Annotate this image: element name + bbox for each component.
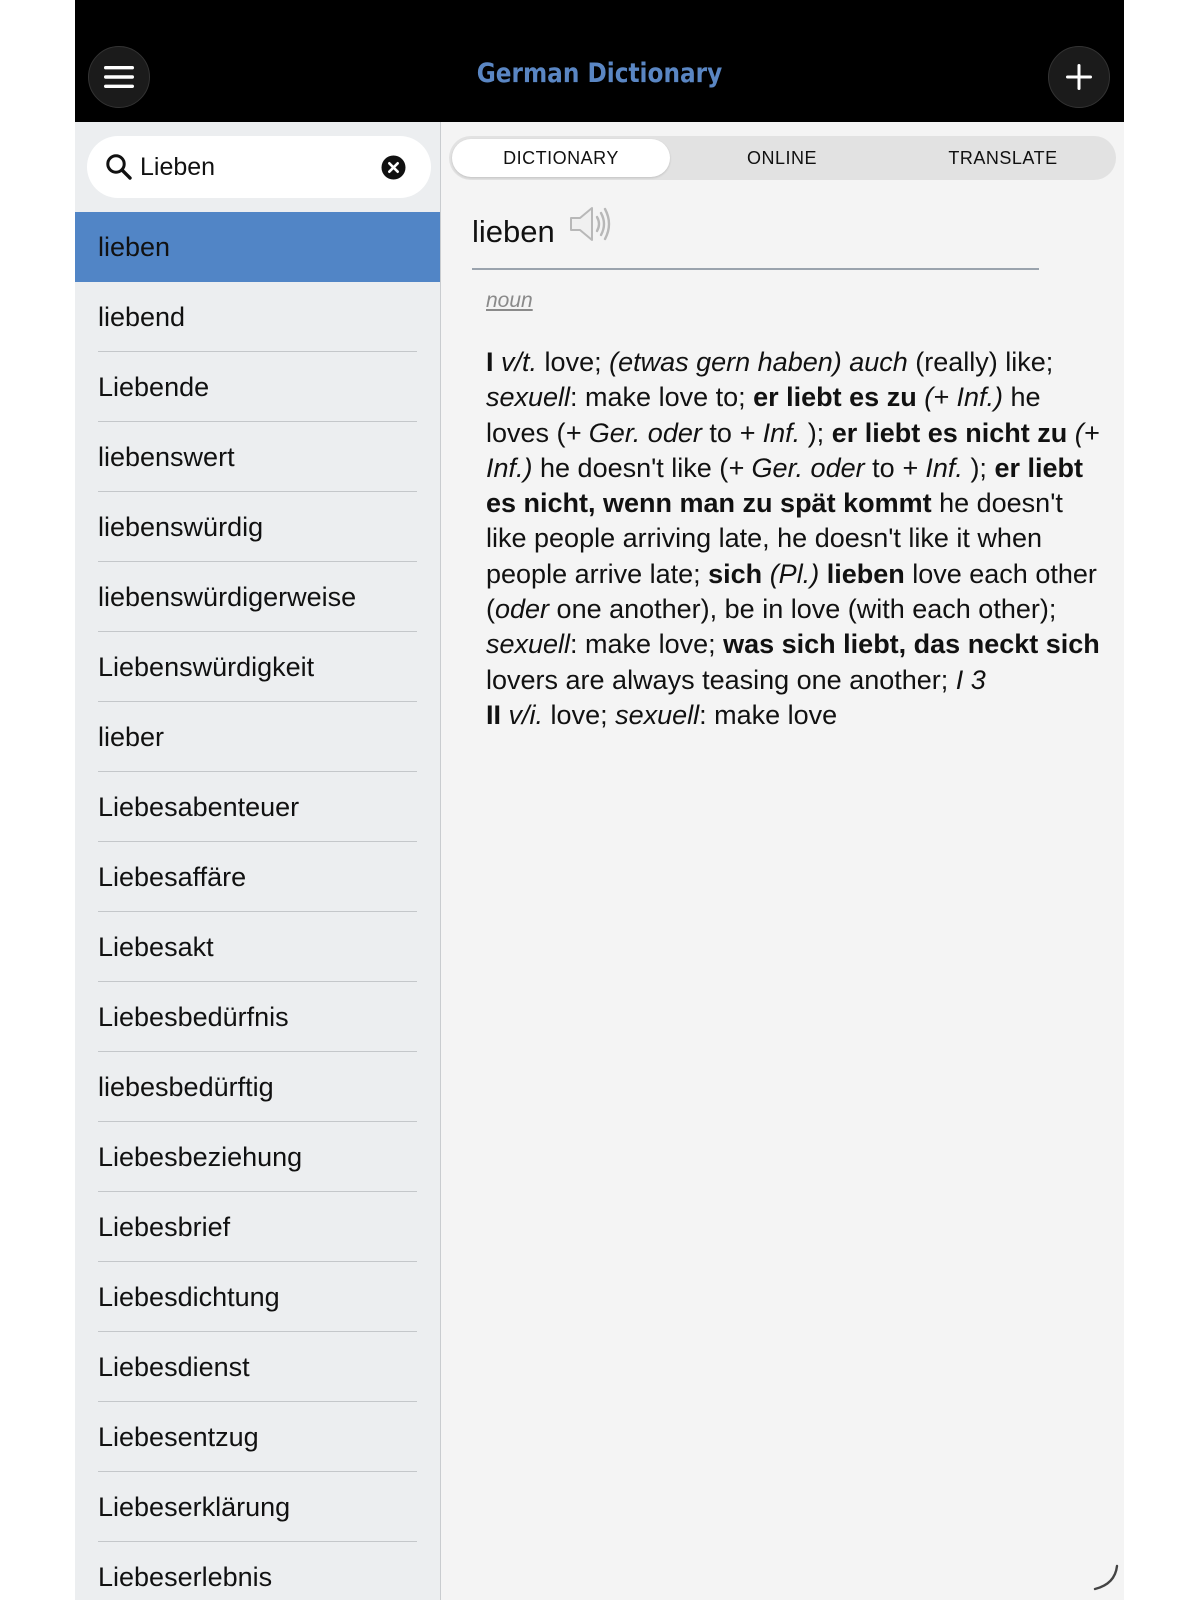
entry-headword: lieben: [472, 214, 555, 249]
definition-text: he doesn't like (: [532, 452, 729, 483]
search-icon: [105, 153, 132, 180]
clear-search-icon[interactable]: [381, 155, 406, 180]
word-list: [75, 212, 440, 1600]
list-item[interactable]: Liebeserlebnis: [75, 1542, 440, 1600]
definition-italic-text: (+ Inf.): [486, 417, 1100, 483]
definition-italic-text: sexuell: [486, 382, 571, 413]
loading-spinner-icon: [1091, 1562, 1121, 1592]
plus-icon: [1065, 63, 1093, 91]
definition-text: [1067, 418, 1075, 448]
speaker-icon[interactable]: [569, 204, 613, 244]
definition-text: : make love;: [570, 629, 724, 660]
definition-text: love each other (: [486, 558, 1097, 625]
list-item[interactable]: Liebesbrief: [75, 1192, 440, 1262]
menu-button[interactable]: [88, 46, 150, 108]
list-item[interactable]: Liebende: [75, 352, 440, 422]
definition-italic-text: sexuell: [486, 629, 571, 660]
definition-italic-text: I 3: [955, 664, 986, 695]
entry-definition: [486, 345, 1102, 733]
definition-italic-text: + Inf.: [902, 452, 963, 483]
hamburger-menu-icon: [103, 64, 135, 90]
list-item[interactable]: Liebesbeziehung: [75, 1122, 440, 1192]
definition-text: [494, 347, 502, 377]
list-item[interactable]: liebend: [75, 282, 440, 352]
list-item[interactable]: lieber: [75, 702, 440, 772]
mode-tabs: [449, 136, 1116, 180]
definition-bold-text: II: [486, 699, 502, 730]
search-input[interactable]: [140, 148, 370, 186]
list-item[interactable]: Liebesakt: [75, 912, 440, 982]
definition-italic-text: (+ Inf.): [924, 382, 1003, 413]
definition-bold-text: lieben: [826, 558, 905, 589]
definition-text: );: [962, 452, 995, 483]
list-item[interactable]: Liebenswürdigkeit: [75, 632, 440, 702]
search-bar: [87, 136, 431, 198]
list-item[interactable]: liebenswürdigerweise: [75, 562, 440, 632]
part-of-speech-link[interactable]: noun: [486, 289, 533, 312]
definition-bold-text: er liebt es nicht, wenn man zu spät kommt: [486, 452, 1083, 519]
add-button[interactable]: [1048, 46, 1110, 108]
definition-text: he loves (: [486, 382, 1041, 448]
list-item[interactable]: liebenswürdig: [75, 492, 440, 562]
definition-italic-text: v/i.: [508, 699, 544, 730]
list-item[interactable]: lieben: [75, 212, 440, 282]
tab-translate[interactable]: TRANSLATE: [948, 148, 1058, 168]
definition-text: to: [701, 417, 740, 448]
definition-sense: [486, 345, 1102, 698]
tab-dictionary[interactable]: DICTIONARY: [452, 139, 670, 177]
list-item[interactable]: Liebesentzug: [75, 1402, 440, 1472]
definition-bold-text: er liebt es nicht zu: [831, 417, 1068, 448]
definition-bold-text: I: [486, 347, 494, 377]
top-bar: [75, 0, 1124, 122]
list-item[interactable]: Liebesaffäre: [75, 842, 440, 912]
dictionary-app: [75, 0, 1124, 1600]
list-item[interactable]: Liebeserklärung: [75, 1472, 440, 1542]
definition-italic-text: oder: [495, 594, 550, 625]
definition-bold-text: was sich liebt, das neckt sich: [723, 629, 1100, 660]
definition-text: (really) like;: [907, 347, 1054, 377]
definition-text: : make love to;: [570, 382, 754, 413]
definition-italic-text: (etwas gern haben) auch: [609, 347, 908, 377]
sidebar: [75, 122, 441, 1600]
list-item[interactable]: liebesbedürftig: [75, 1052, 440, 1122]
definition-text: lovers are always teasing one another;: [486, 664, 956, 695]
definition-text: );: [800, 417, 832, 448]
definition-italic-text: + Inf.: [739, 417, 801, 448]
app-title: German Dictionary: [476, 58, 723, 89]
definition-italic-text: + Ger. oder: [565, 417, 702, 448]
definition-italic-text: v/t.: [501, 347, 538, 377]
definition-text: [501, 700, 509, 730]
definition-text: to: [864, 452, 903, 483]
list-item[interactable]: Liebesbedürfnis: [75, 982, 440, 1052]
definition-sense: [486, 698, 1102, 733]
definition-text: he doesn't like people arriving late, he doesn't like it when people arrive late;: [486, 488, 1063, 589]
definition-italic-text: sexuell: [615, 699, 700, 730]
tab-online[interactable]: ONLINE: [746, 148, 818, 168]
definition-italic-text: (Pl.): [769, 558, 820, 589]
list-item[interactable]: liebenswert: [75, 422, 440, 492]
definition-text: : make love: [699, 699, 838, 730]
list-item[interactable]: Liebesdichtung: [75, 1262, 440, 1332]
headword-divider: [472, 268, 1039, 270]
entry-panel: [441, 122, 1124, 1600]
definition-text: one another), be in love (with each other);: [549, 594, 1057, 625]
definition-bold-text: er liebt es zu: [753, 382, 917, 413]
definition-italic-text: + Ger. oder: [728, 452, 865, 483]
list-item[interactable]: Liebesdienst: [75, 1332, 440, 1402]
definition-text: [819, 559, 827, 589]
list-item[interactable]: Liebesabenteuer: [75, 772, 440, 842]
definition-bold-text: sich: [708, 558, 763, 589]
definition-text: love;: [537, 347, 610, 377]
definition-text: love;: [543, 699, 616, 730]
definition-text: [762, 559, 770, 589]
